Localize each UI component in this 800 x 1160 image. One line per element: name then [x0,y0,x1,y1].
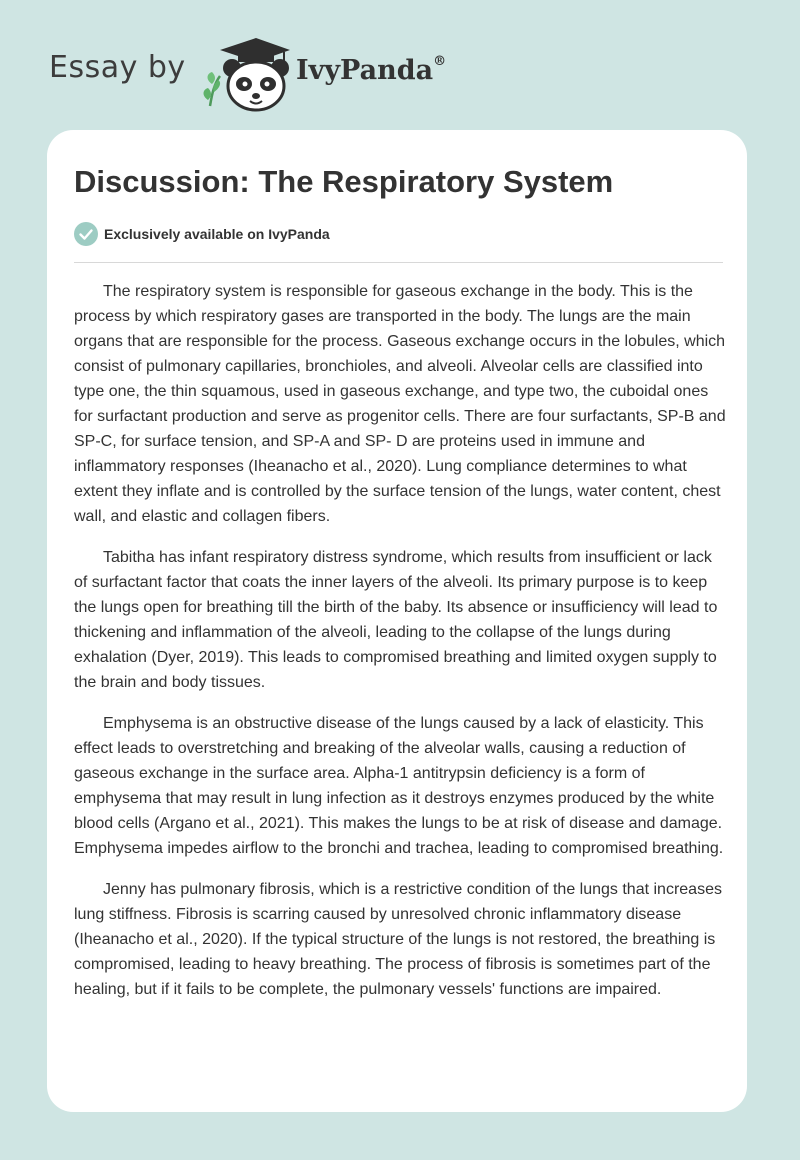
ivypanda-wordmark[interactable] [296,55,446,86]
essay-paragraph: Tabitha has infant respiratory distress syndrome, which results from insufficient or lack of surfactant factor that coats the inner layers of the alveoli. Its primary purpose is to keep the lungs open for breathing till the birth of the baby. Its absence or insufficiency will lead to thickening and inflammation of the alveoli, leading to the collapse of the lungs during exhalation (Dyer, 2019). This leads to compromised breathing and limited oxygen supply to the brain and body tissues. [74,549,718,691]
essay-card [47,130,747,1112]
panda-graduate-logo-icon[interactable] [200,34,296,114]
essay-paragraph: Jenny has pulmonary fibrosis, which is a restrictive condition of the lungs that increases lung stiffness. Fibrosis is scarring caused by unresolved chronic inflammatory disease (Iheanacho et al., 2020). If the typical structure of the lungs is not restored, the breathing is compromised, leading to heavy breathing. The process of fibrosis is sometimes part of the healing, but if it fails to be complete, the pulmonary vessels' functions are impaired. [74,881,722,998]
title-divider [74,262,723,263]
essay-paragraph: Emphysema is an obstructive disease of the lungs caused by a lack of elasticity. This effect leads to overstretching and breaking of the alveolar walls, causing a reduction of gaseous exchange in the surface area. Alpha-1 antitrypsin deficiency is a form of emphysema that may result in lung infection as it destroys enzymes produced by the white blood cells (Argano et al., 2021). This makes the lungs to be at risk of disease and damage. Emphysema impedes airflow to the bronchi and trachea, leading to compromised breathing. [74,715,724,857]
check-circle-icon [74,222,98,246]
exclusive-badge-label: Exclusively available on IvyPanda [104,226,330,242]
exclusive-badge [74,222,330,246]
site-header [0,0,800,130]
essay-body [74,279,728,1018]
registered-mark: ® [433,54,447,69]
brand-name-text: IvyPanda [296,55,434,86]
page-title: Discussion: The Respiratory System [74,164,614,199]
essay-paragraph: The respiratory system is responsible for gaseous exchange in the body. This is the process by which respiratory gases are transported in the body. The lungs are the main organs that are responsible for the process. Gaseous exchange occurs in the lobules, which consist of pulmonary capillaries, bronchioles, and alveoli. Alveolar cells are classified into type one, the thin squamous, used in gaseous exchange, and type two, the cuboidal ones for surfactant production and serve as progenitor cells. There are four surfactants, SP-B and SP-C, for surface tension, and SP-A and SP- D are proteins used in immune and inflammatory responses (Iheanacho et al., 2020). Lung compliance determines to what extent they inflate and is controlled by the surface tension of the lungs, water content, chest wall, and elastic and collagen fibers. [74,283,726,525]
essay-by-label: Essay by [49,50,186,85]
